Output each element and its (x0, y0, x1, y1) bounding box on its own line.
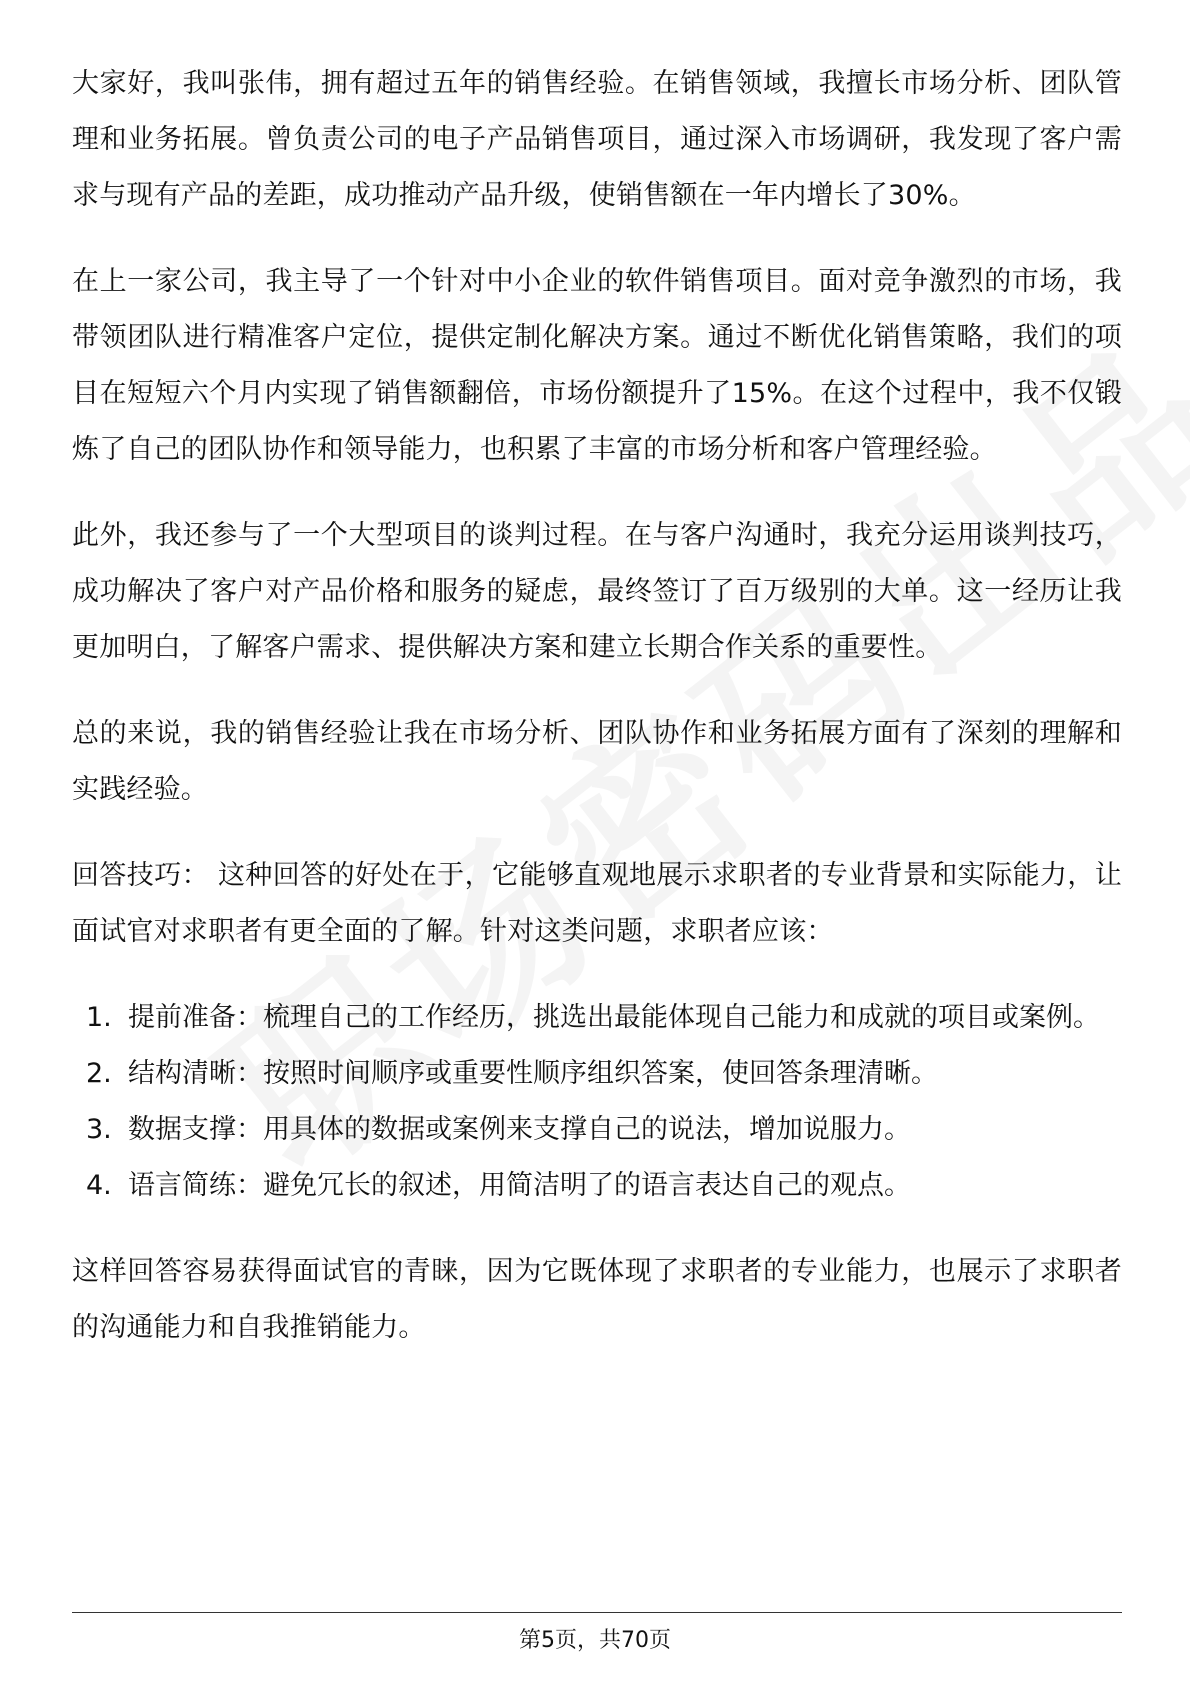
list-item (72, 1046, 1122, 1102)
page-number: 第5页，共70页 (519, 1628, 671, 1653)
paragraph-answer-tips: 回答技巧： 这种回答的好处在于，它能够直观地展示求职者的专业背景和实际能力，让面试官对求职者有更全面的了解。针对这类问题，求职者应该： (72, 860, 1122, 947)
tips-list (72, 990, 1122, 1214)
paragraph-summary: 总的来说，我的销售经验让我在市场分析、团队协作和业务拓展方面有了深刻的理解和实践经验。 (72, 718, 1122, 805)
list-item-number: 4. (86, 1170, 112, 1201)
footer-divider (72, 1612, 1122, 1613)
paragraph-negotiation: 此外，我还参与了一个大型项目的谈判过程。在与客户沟通时，我充分运用谈判技巧，成功解决了客户对产品价格和服务的疑虑，最终签订了百万级别的大单。这一经历让我更加明白，了解客户需求、提供解决方案和建立长期合作关系的重要性。 (72, 520, 1122, 663)
list-item (72, 990, 1122, 1046)
list-item-text: 语言简练：避免冗长的叙述，用简洁明了的语言表达自己的观点。 (128, 1170, 911, 1201)
paragraph-previous-company: 在上一家公司，我主导了一个针对中小企业的软件销售项目。面对竞争激烈的市场，我带领团队进行精准客户定位，提供定制化解决方案。通过不断优化销售策略，我们的项目在短短六个月内实现了销售额翻倍，市场份额提升了15%。在这个过程中，我不仅锻炼了自己的团队协作和领导能力，也积累了丰富的市场分析和客户管理经验。 (72, 266, 1122, 465)
paragraph-intro: 大家好，我叫张伟，拥有超过五年的销售经验。在销售领域，我擅长市场分析、团队管理和业务拓展。曾负责公司的电子产品销售项目，通过深入市场调研，我发现了客户需求与现有产品的差距，成功推动产品升级，使销售额在一年内增长了30%。 (72, 68, 1122, 211)
list-item-text: 数据支撑：用具体的数据或案例来支撑自己的说法，增加说服力。 (128, 1114, 911, 1145)
list-item (72, 1158, 1122, 1214)
list-item-number: 1. (86, 1002, 112, 1033)
list-item-number: 2. (86, 1058, 112, 1089)
paragraph-closing: 这样回答容易获得面试官的青睐，因为它既体现了求职者的专业能力，也展示了求职者的沟通能力和自我推销能力。 (72, 1256, 1122, 1343)
list-item-number: 3. (86, 1114, 112, 1145)
list-item-text: 结构清晰：按照时间顺序或重要性顺序组织答案，使回答条理清晰。 (128, 1058, 938, 1089)
list-item (72, 1102, 1122, 1158)
list-item-text: 提前准备：梳理自己的工作经历，挑选出最能体现自己能力和成就的项目或案例。 (128, 1002, 1100, 1033)
document-body (72, 56, 1122, 1386)
